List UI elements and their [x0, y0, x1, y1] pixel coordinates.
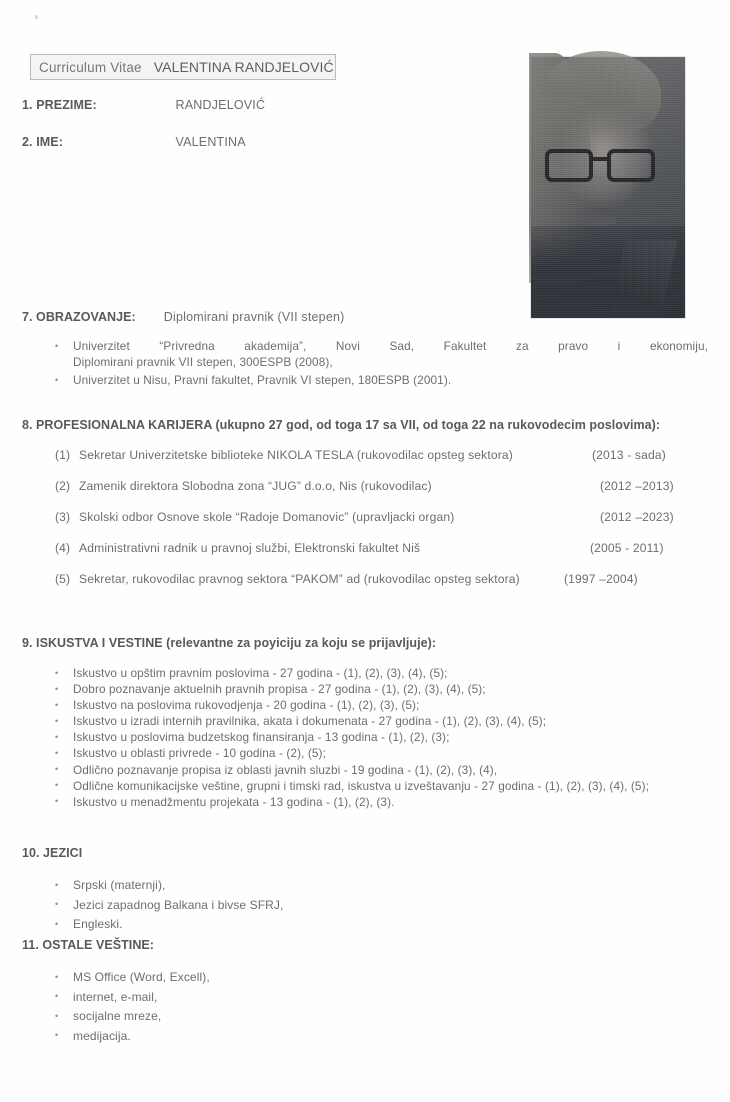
- list-item: • internet, e-mail,: [22, 988, 422, 1007]
- section-heading-education-value: Diplomirani pravnik (VII stepen): [163, 310, 345, 324]
- table-row: [22, 510, 712, 541]
- career-row-3-text: Administrativni radnik u pravnoj službi, Elektronski fakultet Niš: [79, 541, 421, 555]
- education-item-0-line2: Diplomirani pravnik VII stepen, 300ESPB (2008),: [73, 355, 333, 369]
- career-row-2-text: Skolski odbor Osnove skole “Radoje Domanovic” (upravljacki organ): [79, 510, 455, 524]
- skills-list: [22, 666, 712, 811]
- career-row-4-date: (1997 –2004): [564, 572, 638, 586]
- table-row: [22, 541, 712, 572]
- list-item: • Odlične komunikacijske veštine, grupni i timski rad, iskustva u izveštavanju - 27 godina - (1), (2), (3), (4), (5);: [22, 779, 712, 795]
- portrait-photo: [531, 57, 685, 318]
- field-row-surname: [22, 98, 502, 112]
- list-item: • Odlično poznavanje propisa iz oblasti javnih sluzbi - 19 godina - (1), (2), (3), (4),: [22, 763, 712, 779]
- section-heading-education-label: 7. OBRAZOVANJE:: [22, 310, 136, 324]
- career-row-1-date: (2012 –2013): [600, 479, 674, 493]
- education-item-0-line1: • Univerzitet “Privredna akademija”, Novi Sad, Fakultet za pravo i ekonomiju,: [73, 339, 708, 353]
- list-item: • MS Office (Word, Excell),: [22, 968, 422, 987]
- languages-list: [22, 876, 422, 935]
- career-row-1-text: Zamenik direktora Slobodna zona “JUG” d.o.o, Nis (rukovodilac): [79, 479, 432, 493]
- section-heading-other-skills: 11. OSTALE VEŠTINE:: [22, 938, 154, 952]
- scan-artifact-speck: [35, 15, 38, 19]
- list-item: • Iskustvo u opštim pravnim poslovima - 27 godina - (1), (2), (3), (4), (5);: [22, 666, 712, 682]
- list-item: • socijalne mreze,: [22, 1007, 422, 1026]
- curriculum-vitae-title-box: [30, 54, 336, 80]
- field-label-firstname: 2. IME:: [22, 135, 63, 149]
- list-item: • Jezici zapadnog Balkana i bivse SFRJ,: [22, 896, 422, 915]
- career-row-0-text: Sekretar Univerzitetske biblioteke NIKOLA TESLA (rukovodilac opsteg sektora): [79, 448, 513, 462]
- section-heading-skills: 9. ISKUSTVA I VESTINE (relevantne za poyiciju za koju se prijavljuje):: [22, 636, 437, 650]
- table-row: [22, 479, 712, 510]
- field-row-firstname: [22, 135, 502, 149]
- career-row-4-text: Sekretar, rukovodilac pravnog sektora “PAKOM” ad (rukovodilac opsteg sektora): [79, 572, 520, 586]
- table-row: [22, 572, 712, 603]
- table-row: [22, 448, 712, 479]
- field-value-surname: RANDJELOVIĆ: [175, 98, 266, 112]
- section-heading-career: 8. PROFESIONALNA KARIJERA (ukupno 27 god, od toga 17 sa VII, od toga 22 na rukovodecim poslovima):: [22, 418, 661, 432]
- list-item: • Iskustvo u izradi internih pravilnika, akata i dokumenata - 27 godina - (1), (2), (3), (4), (5);: [22, 714, 712, 730]
- list-item: • Iskustvo u poslovima budzetskog finansiranja - 13 godina - (1), (2), (3);: [22, 730, 712, 746]
- list-item: • Iskustvo u oblasti privrede - 10 godina - (2), (5);: [22, 746, 712, 762]
- photo-scan-grain: [531, 57, 685, 318]
- other-skills-list: [22, 968, 422, 1046]
- list-item: • Iskustvo u menadžmentu projekata - 13 godina - (1), (2), (3).: [22, 795, 712, 811]
- section-heading-education: [22, 310, 345, 324]
- list-item: • Iskustvo na poslovima rukovodjenja - 20 godina - (1), (2), (3), (5);: [22, 698, 712, 714]
- career-list: [22, 448, 712, 603]
- list-item: • Engleski.: [22, 915, 422, 934]
- list-item: [22, 338, 708, 370]
- field-label-surname: 1. PREZIME:: [22, 98, 97, 112]
- career-row-0-date: (2013 - sada): [592, 448, 666, 462]
- cv-label: Curriculum Vitae: [39, 59, 142, 75]
- list-item: [22, 372, 708, 388]
- list-item: • medijacija.: [22, 1027, 422, 1046]
- career-row-0-number: (1): [55, 448, 71, 462]
- education-item-1-line1: Univerzitet u Nisu, Pravni fakultet, Pravnik VI stepen, 180ESPB (2001).: [73, 373, 452, 387]
- cv-person-name: VALENTINA RANDJELOVIĆ: [153, 59, 334, 75]
- section-heading-languages: 10. JEZICI: [22, 846, 83, 860]
- career-row-3-date: (2005 - 2011): [590, 541, 664, 555]
- career-row-2-number: (3): [55, 510, 71, 524]
- list-item: • Dobro poznavanje aktuelnih pravnih propisa - 27 godina - (1), (2), (3), (4), (5);: [22, 682, 712, 698]
- career-row-4-number: (5): [55, 572, 71, 586]
- education-list: [22, 338, 708, 390]
- list-item: • Srpski (maternji),: [22, 876, 422, 895]
- career-row-3-number: (4): [55, 541, 71, 555]
- career-row-2-date: (2012 –2023): [600, 510, 674, 524]
- career-row-1-number: (2): [55, 479, 71, 493]
- field-value-firstname: VALENTINA: [175, 135, 246, 149]
